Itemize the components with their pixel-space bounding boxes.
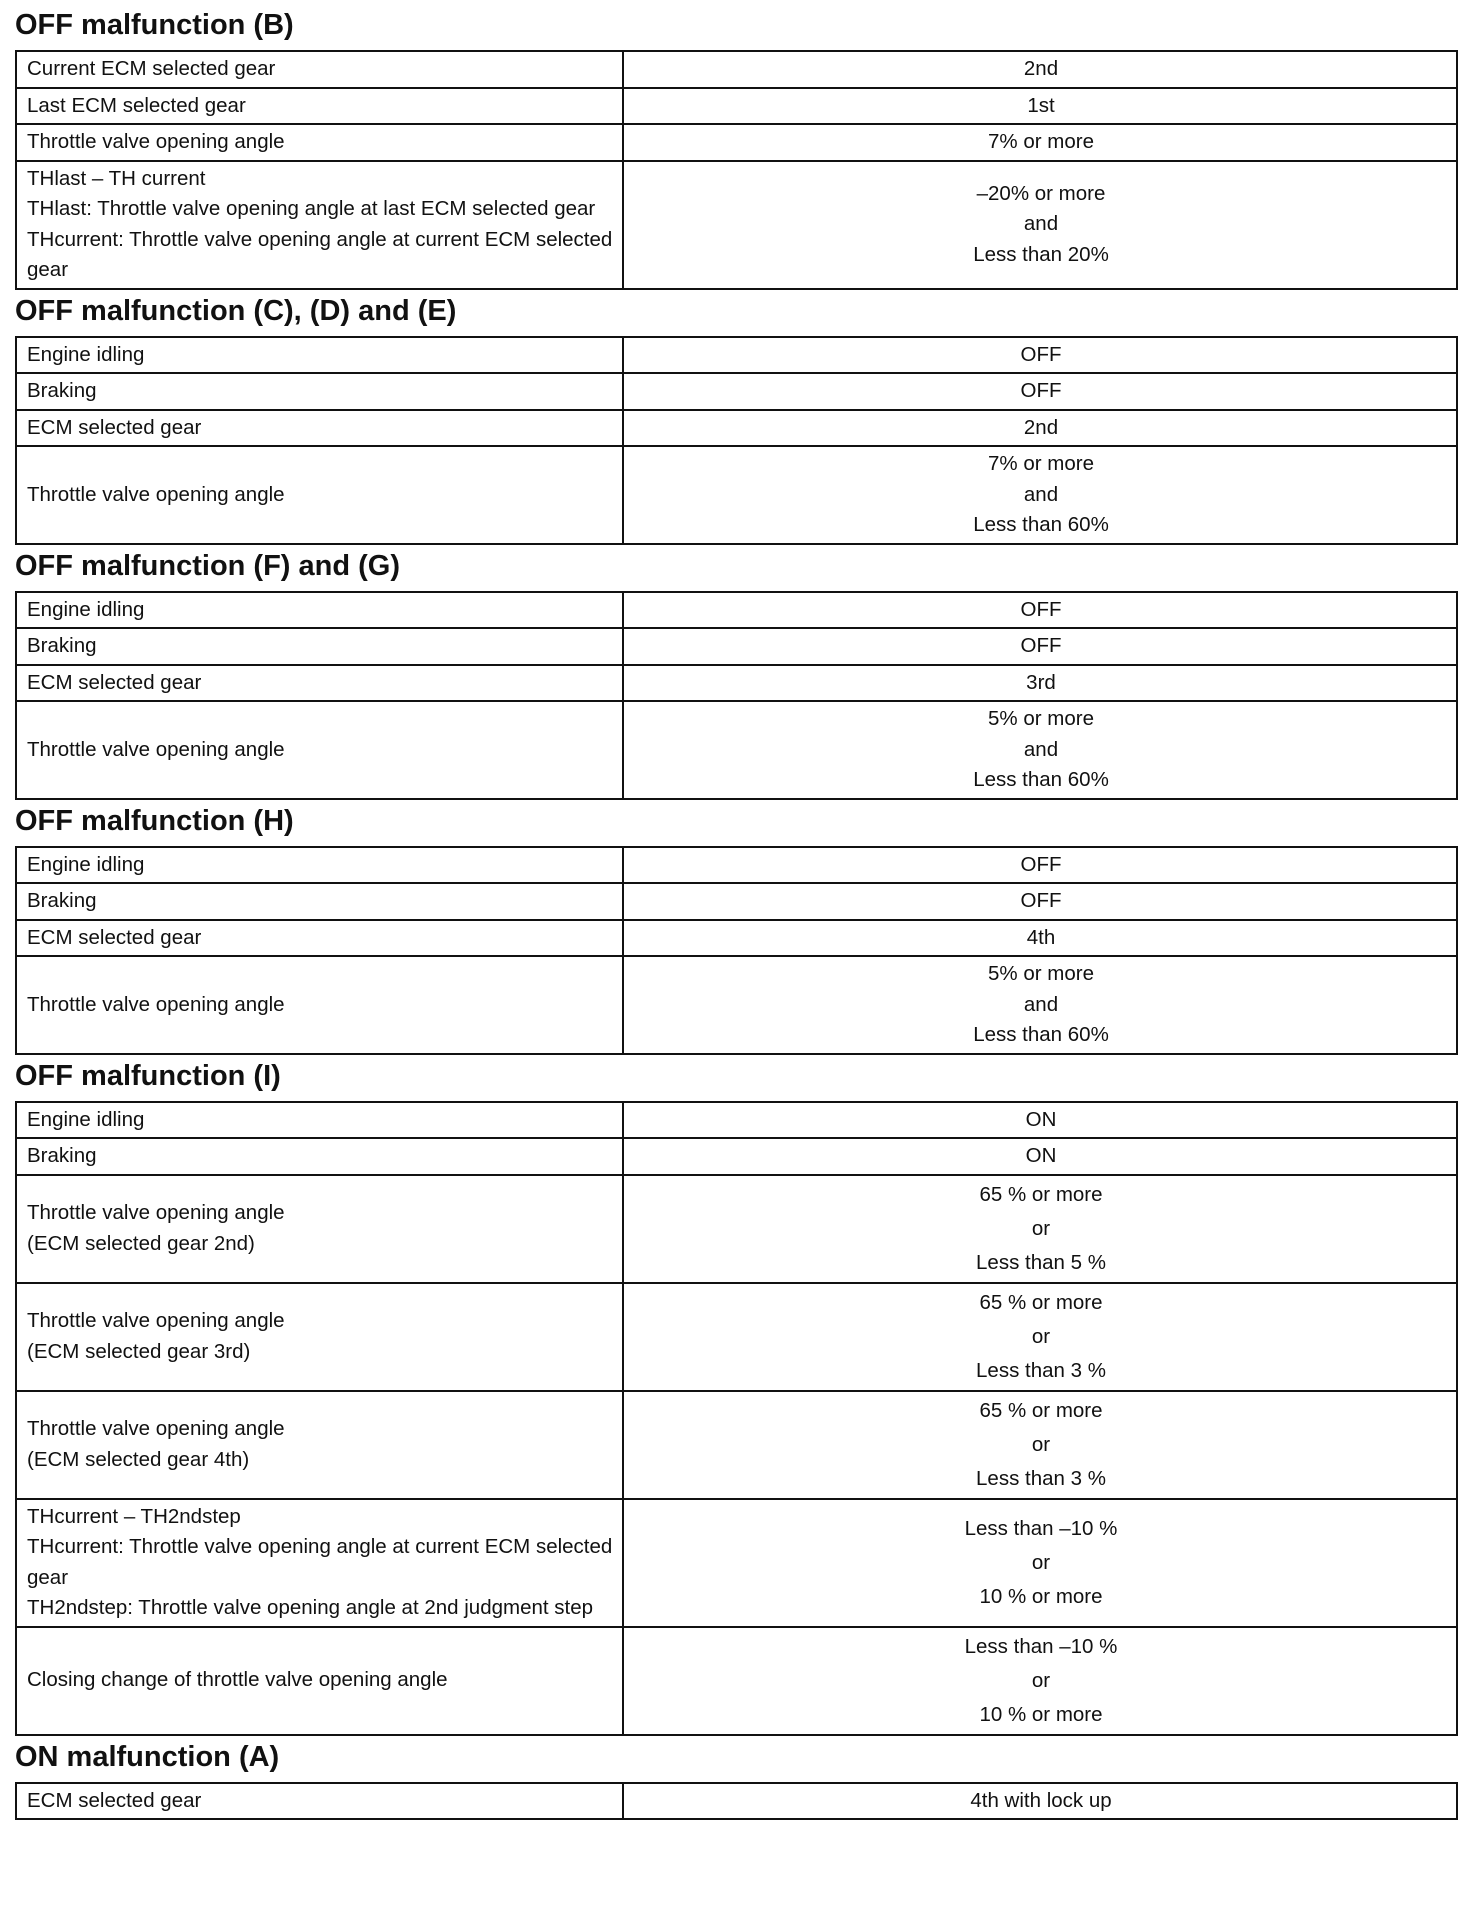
value-line: or [1031, 1668, 1051, 1692]
condition-label [16, 410, 623, 447]
condition-label [16, 337, 623, 374]
table-row [16, 124, 1457, 161]
condition-label [16, 1783, 623, 1820]
value-line: Less than –10 % [964, 1634, 1118, 1658]
table-row [16, 1627, 1457, 1735]
table-row [16, 1391, 1457, 1499]
label-line: Braking [27, 889, 97, 912]
table-row [16, 701, 1457, 799]
value-line: 2nd [1023, 57, 1059, 80]
value-line: –20% or more [976, 181, 1106, 205]
value-line: Less than 3 % [976, 1358, 1106, 1382]
label-line: THcurrent: Throttle valve opening angle at current ECM selected gear [27, 1535, 613, 1589]
table-row [16, 1783, 1457, 1820]
condition-value [623, 446, 1457, 544]
condition-value [623, 1499, 1457, 1627]
value-line: Less than 60% [973, 768, 1109, 791]
label-line: THcurrent – TH2ndstep [27, 1504, 241, 1528]
condition-label [16, 665, 623, 702]
condition-value [623, 1175, 1457, 1283]
value-line: and [1023, 992, 1059, 1016]
value-line: 3rd [1026, 670, 1056, 694]
table-row [16, 1499, 1457, 1627]
section-title: OFF malfunction (I) [15, 1059, 281, 1092]
label-line: Throttle valve opening angle [27, 992, 285, 1016]
table-row [16, 920, 1457, 957]
section-off-malfunction-i [15, 1059, 1456, 1736]
value-line: and [1023, 737, 1059, 761]
value-line: 10 % or more [979, 1702, 1103, 1726]
condition-label [16, 1138, 623, 1175]
value-line: 5% or more [988, 962, 1094, 985]
section-off-malfunction-f-g [15, 549, 1456, 800]
label-line: Throttle valve opening angle [27, 737, 285, 761]
value-line: ON [1025, 1107, 1057, 1131]
section-title: ON malfunction (A) [15, 1740, 280, 1773]
label-line: (ECM selected gear 3rd) [27, 1339, 251, 1363]
condition-value [623, 701, 1457, 799]
condition-label [16, 1627, 623, 1735]
value-line: Less than 3 % [976, 1466, 1106, 1490]
table-row [16, 51, 1457, 88]
section-title: OFF malfunction (B) [15, 9, 294, 41]
value-line: OFF [1020, 379, 1062, 402]
condition-value [623, 1138, 1457, 1175]
label-line: TH2ndstep: Throttle valve opening angle at 2nd judgment step [27, 1596, 594, 1619]
value-line: 4th [1026, 925, 1056, 949]
condition-label [16, 628, 623, 665]
condition-value [623, 1627, 1457, 1735]
condition-label [16, 1499, 623, 1627]
label-line: Braking [27, 634, 97, 657]
condition-table [15, 591, 1458, 800]
label-line: Braking [27, 379, 97, 402]
table-row [16, 1283, 1457, 1391]
label-line: THcurrent: Throttle valve opening angle at current ECM selected gear [27, 227, 613, 281]
label-line: Throttle valve opening angle [27, 130, 285, 153]
condition-label [16, 1175, 623, 1283]
value-line: Less than –10 % [964, 1516, 1118, 1540]
table-row [16, 446, 1457, 544]
value-line: 65 % or more [979, 1290, 1103, 1314]
value-line: Less than 60% [973, 1023, 1109, 1046]
value-line: Less than 60% [973, 513, 1109, 536]
condition-table [15, 1101, 1458, 1736]
condition-value [623, 1283, 1457, 1391]
label-line: Braking [27, 1144, 97, 1167]
condition-label [16, 373, 623, 410]
value-line: Less than 20% [973, 242, 1109, 266]
condition-value [623, 51, 1457, 88]
condition-table [15, 846, 1458, 1055]
table-row [16, 88, 1457, 125]
value-line: or [1031, 1550, 1051, 1574]
label-line: Current ECM selected gear [27, 57, 276, 80]
condition-label [16, 161, 623, 289]
label-line: Throttle valve opening angle [27, 1201, 285, 1224]
value-line: OFF [1020, 342, 1062, 366]
value-line: OFF [1020, 852, 1062, 876]
label-line: ECM selected gear [27, 1788, 202, 1812]
condition-value [623, 1391, 1457, 1499]
value-line: 7% or more [988, 452, 1094, 475]
condition-table [15, 1782, 1458, 1821]
condition-label [16, 920, 623, 957]
value-line: or [1031, 1432, 1051, 1456]
label-line: ECM selected gear [27, 925, 202, 949]
table-row [16, 592, 1457, 629]
condition-value [623, 373, 1457, 410]
table-row [16, 337, 1457, 374]
table-row [16, 628, 1457, 665]
value-line: ON [1025, 1144, 1057, 1167]
condition-label [16, 1283, 623, 1391]
label-line: Throttle valve opening angle [27, 1417, 285, 1440]
condition-value [623, 161, 1457, 289]
section-off-malfunction-c-d-e [15, 294, 1456, 545]
label-line: Last ECM selected gear [27, 93, 246, 117]
condition-label [16, 701, 623, 799]
section-off-malfunction-h [15, 804, 1456, 1055]
value-line: 7% or more [988, 130, 1094, 153]
value-line: 5% or more [988, 707, 1094, 730]
label-line: ECM selected gear [27, 415, 202, 439]
value-line: Less than 5 % [976, 1250, 1106, 1274]
value-line: 10 % or more [979, 1584, 1103, 1608]
value-line: 2nd [1023, 415, 1059, 439]
condition-label [16, 956, 623, 1054]
condition-label [16, 592, 623, 629]
condition-label [16, 1102, 623, 1139]
value-line: 1st [1027, 93, 1055, 117]
label-line: Engine idling [27, 852, 145, 876]
condition-label [16, 51, 623, 88]
condition-label [16, 88, 623, 125]
condition-value [623, 88, 1457, 125]
condition-label [16, 1391, 623, 1499]
condition-value [623, 847, 1457, 884]
value-line: and [1023, 212, 1059, 236]
value-line: 4th with lock up [970, 1788, 1112, 1812]
condition-value [623, 592, 1457, 629]
condition-table [15, 336, 1458, 545]
label-line: (ECM selected gear 4th) [27, 1447, 250, 1471]
table-row [16, 956, 1457, 1054]
table-row [16, 665, 1457, 702]
table-row [16, 373, 1457, 410]
label-line: Engine idling [27, 597, 145, 621]
value-line: OFF [1020, 597, 1062, 621]
section-on-malfunction-a [15, 1740, 1456, 1821]
label-line: Engine idling [27, 1107, 145, 1131]
label-line: THlast: Throttle valve opening angle at last ECM selected gear [27, 197, 596, 220]
condition-value [623, 1102, 1457, 1139]
label-line: Closing change of throttle valve opening angle [27, 1668, 448, 1692]
value-line: or [1031, 1324, 1051, 1348]
value-line: or [1031, 1216, 1051, 1240]
label-line: Throttle valve opening angle [27, 1309, 285, 1332]
label-line: THlast – TH current [27, 166, 206, 190]
value-line: 65 % or more [979, 1182, 1103, 1206]
condition-value [623, 920, 1457, 957]
table-row [16, 883, 1457, 920]
label-line: (ECM selected gear 2nd) [27, 1231, 255, 1255]
condition-label [16, 124, 623, 161]
section-title: OFF malfunction (C), (D) and (E) [15, 294, 457, 327]
document [15, 8, 1456, 1824]
condition-value [623, 956, 1457, 1054]
table-row [16, 410, 1457, 447]
condition-label [16, 883, 623, 920]
label-line: Throttle valve opening angle [27, 482, 285, 506]
value-line: 65 % or more [979, 1398, 1103, 1422]
table-row [16, 1138, 1457, 1175]
condition-value [623, 883, 1457, 920]
section-title: OFF malfunction (H) [15, 804, 294, 837]
value-line: OFF [1020, 634, 1062, 657]
condition-value [623, 665, 1457, 702]
condition-value [623, 124, 1457, 161]
condition-value [623, 1783, 1457, 1820]
condition-table [15, 50, 1458, 290]
table-row [16, 1102, 1457, 1139]
table-row [16, 1175, 1457, 1283]
table-row [16, 847, 1457, 884]
label-line: Engine idling [27, 342, 145, 366]
condition-label [16, 446, 623, 544]
condition-value [623, 628, 1457, 665]
condition-value [623, 410, 1457, 447]
condition-value [623, 337, 1457, 374]
section-title: OFF malfunction (F) and (G) [15, 549, 401, 582]
table-row [16, 161, 1457, 289]
label-line: ECM selected gear [27, 670, 202, 694]
value-line: and [1023, 482, 1059, 506]
section-off-malfunction-b [15, 8, 1456, 290]
value-line: OFF [1020, 889, 1062, 912]
condition-label [16, 847, 623, 884]
